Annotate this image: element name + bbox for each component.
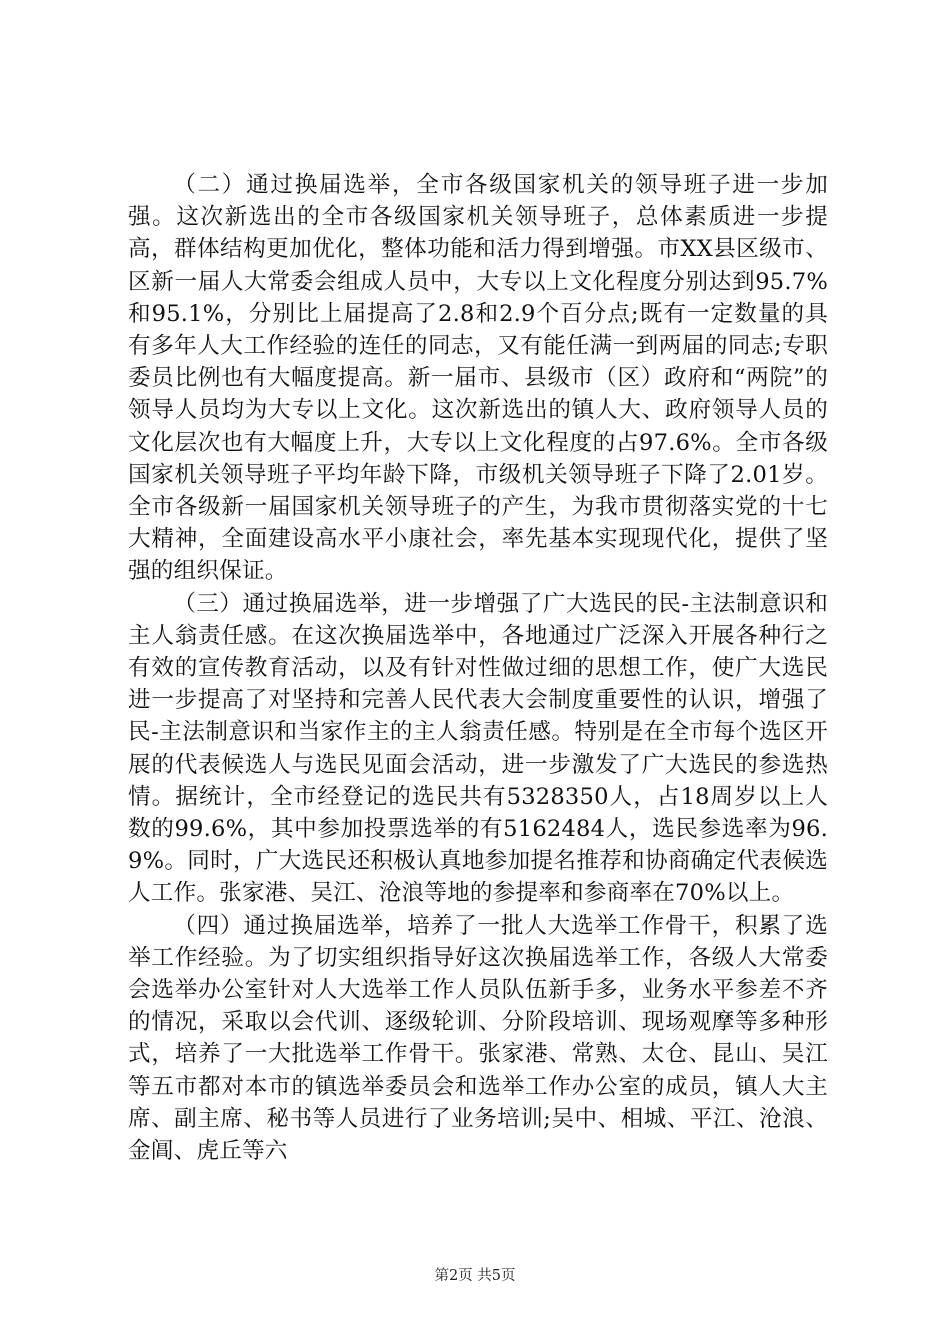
- paragraph-section-three: （三）通过换届选举，进一步增强了广大选民的民-主法制意识和主人翁责任感。在这次换届选举中，各地通过广泛深入开展各种行之有效的宣传教育活动，以及有针对性做过细的思想工作，使广大选民进一步提高了对坚持和完善人民代表大会制度重要性的认识，增强了民-主法制意识和当家作主的主人翁责任感。特别是在全市每个选区开展的代表候选人与选民见面会活动，进一步激发了广大选民的参选热情。据统计，全市经登记的选民共有5328350人，占18周岁以上人数的99.6%，其中参加投票选举的有5162484人，选民参选率为96.9%。同时，广大选民还积极认真地参加提名推荐和协商确定代表候选人工作。张家港、吴江、沧浪等地的参提率和参商率在70%以上。: [128, 590, 828, 907]
- document-body: [128, 169, 828, 1167]
- paragraph-section-two: （二）通过换届选举，全市各级国家机关的领导班子进一步加强。这次新选出的全市各级国家机关领导班子，总体素质进一步提高，群体结构更加优化，整体功能和活力得到增强。市XX县区级市、区新一届人大常委会组成人员中，大专以上文化程度分别达到95.7%和95.1%，分别比上届提高了2.8和2.9个百分点;既有一定数量的具有多年人大工作经验的连任的同志，又有能任满一到两届的同志;专职委员比例也有大幅度提高。新一届市、县级市（区）政府和“两院”的领导人员均为大专以上文化。这次新选出的镇人大、政府领导人员的文化层次也有大幅度上升，大专以上文化程度的占97.6%。全市各级国家机关领导班子平均年龄下降，市级机关领导班子下降了2.01岁。全市各级新一届国家机关领导班子的产生，为我市贯彻落实党的十七大精神，全面建设高水平小康社会，率先基本实现现代化，提供了坚强的组织保证。: [128, 172, 828, 585]
- paragraph-section-four: （四）通过换届选举，培养了一批人大选举工作骨干，积累了选举工作经验。为了切实组织指导好这次换届选举工作，各级人大常委会选举办公室针对人大选举工作人员队伍新手多，业务水平参差不齐的情况，采取以会代训、逐级轮训、分阶段培训、现场观摩等多种形式，培养了一大批选举工作骨干。张家港、常熟、太仓、昆山、吴江等五市都对本市的镇选举委员会和选举工作办公室的成员，镇人大主席、副主席、秘书等人员进行了业务培训;吴中、相城、平江、沧浪、金阊、虎丘等六: [128, 912, 828, 1165]
- page-footer: 第2页 共5页: [434, 1268, 516, 1284]
